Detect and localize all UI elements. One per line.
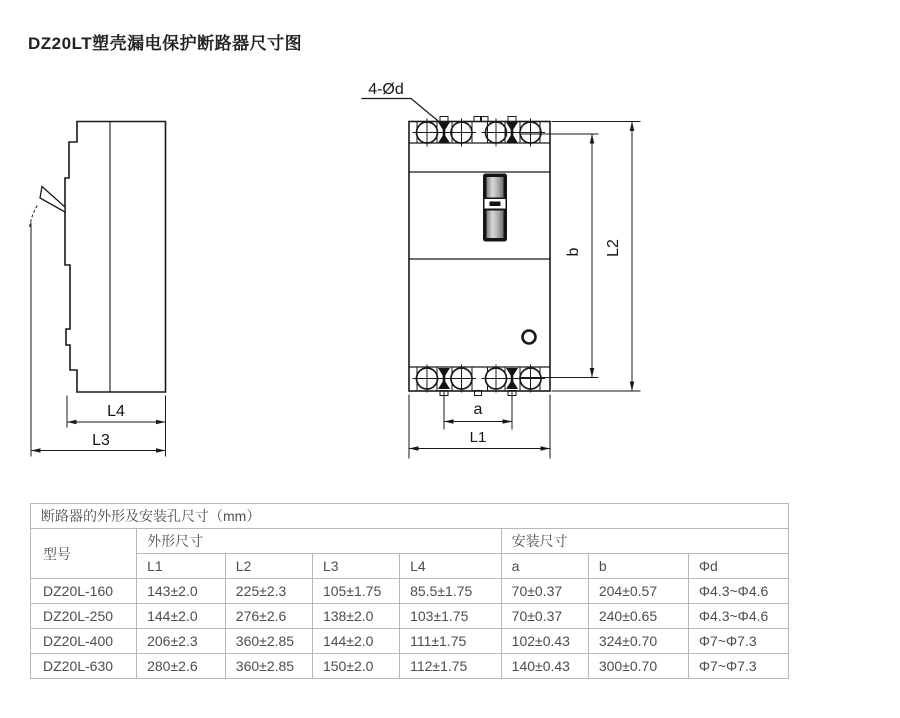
value-cell: 240±0.65 [588,604,688,629]
model-cell: DZ20L-160 [31,579,137,604]
value-cell: Φ4.3~Φ4.6 [688,579,788,604]
value-cell: 280±2.6 [137,654,226,679]
mounting-hole-bottom-right [504,368,520,389]
dim-label-b: b [565,247,582,257]
mounting-hole-bottom-left [436,368,452,389]
value-cell: 70±0.37 [501,579,588,604]
value-cell: 138±2.0 [312,604,399,629]
value-cell: 144±2.0 [312,629,399,654]
value-cell: 204±0.57 [588,579,688,604]
column-header: L1 [137,554,226,579]
mounting-hole-top-right [504,122,520,143]
column-header: L2 [225,554,312,579]
columns-row [31,554,789,579]
value-cell: 150±2.0 [312,654,399,679]
dim-label-l3: L3 [92,432,110,449]
breaker-handle-side [40,187,65,213]
caption-row [31,504,789,529]
dim-label-l2: L2 [605,239,622,257]
top-terminal-screws [413,119,545,146]
mounting-group-header: 安装尺寸 [501,529,788,554]
side-view-outline [65,122,166,393]
value-cell: 144±2.0 [137,604,226,629]
table-caption: 断路器的外形及安装孔尺寸（mm） [31,504,789,529]
table-row [31,654,789,679]
front-view-body [409,122,550,392]
dim-label-l4: L4 [107,403,125,420]
outline-group-header: 外形尺寸 [137,529,502,554]
value-cell: 360±2.85 [225,654,312,679]
value-cell: 324±0.70 [588,629,688,654]
breaker-toggle-switch [483,174,507,242]
hole-callout [362,81,443,125]
model-cell: DZ20L-400 [31,629,137,654]
value-cell: 105±1.75 [312,579,399,604]
side-view [30,122,166,393]
value-cell: 140±0.43 [501,654,588,679]
value-cell: 112±1.75 [400,654,502,679]
test-button [523,331,536,344]
value-cell: 206±2.3 [137,629,226,654]
value-cell: 276±2.6 [225,604,312,629]
table-row [31,579,789,604]
front-view [409,117,550,396]
value-cell: Φ7~Φ7.3 [688,629,788,654]
group-header-row [31,529,789,554]
column-header: Φd [688,554,788,579]
value-cell: 85.5±1.75 [400,579,502,604]
value-cell: 143±2.0 [137,579,226,604]
model-cell: DZ20L-250 [31,604,137,629]
value-cell: Φ7~Φ7.3 [688,654,788,679]
table-row [31,604,789,629]
hole-callout-label: 4-Ød [368,81,404,98]
value-cell: 103±1.75 [400,604,502,629]
value-cell: 111±1.75 [400,629,502,654]
column-header: b [588,554,688,579]
page-title: DZ20LT塑壳漏电保护断路器尺寸图 [28,34,303,53]
mounting-hole-top-left [436,122,452,143]
value-cell: 300±0.70 [588,654,688,679]
column-header: L4 [400,554,502,579]
value-cell: 70±0.37 [501,604,588,629]
value-cell: 102±0.43 [501,629,588,654]
table-body [31,504,789,679]
side-view-dimensions [31,223,166,456]
table-row [31,629,789,654]
dim-label-a: a [473,401,483,418]
column-header: a [501,554,588,579]
value-cell: Φ4.3~Φ4.6 [688,604,788,629]
spec-table [30,503,789,679]
column-header: L3 [312,554,399,579]
value-cell: 360±2.85 [225,629,312,654]
bottom-terminal-screws [413,365,545,392]
dim-label-l1: L1 [469,429,487,446]
model-cell: DZ20L-630 [31,654,137,679]
value-cell: 225±2.3 [225,579,312,604]
model-header: 型号 [31,529,137,579]
